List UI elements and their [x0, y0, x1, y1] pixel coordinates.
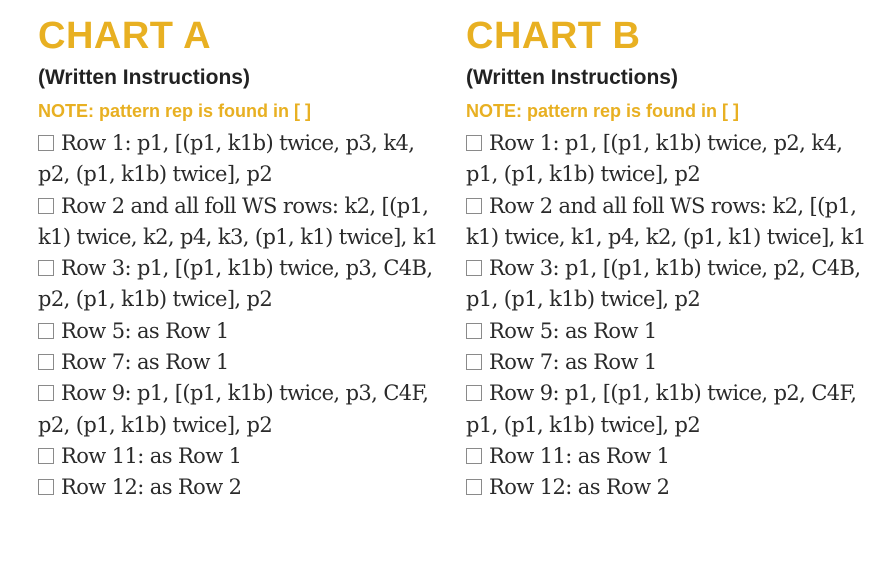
chart-b-note: NOTE: pattern rep is found in [ ] — [466, 101, 739, 121]
row-text: Row 9: p1, [(p1, k1b) twice, p2, C4F, p1, (p1, k1b) twice], p2 — [466, 381, 857, 437]
chart-b-title: CHART B — [466, 15, 641, 57]
checkbox-icon[interactable] — [38, 354, 54, 370]
row-text: Row 11: as Row 1 — [489, 443, 670, 468]
checkbox-icon[interactable] — [466, 385, 482, 401]
checkbox-icon[interactable] — [38, 135, 54, 151]
row-text: Row 2 and all foll WS rows: k2, [(p1, k1) twice, k1, p4, k2, (p1, k1) twice], k1 — [466, 193, 866, 249]
chart-a-note: NOTE: pattern rep is found in [ ] — [38, 101, 311, 121]
checkbox-icon[interactable] — [38, 385, 54, 401]
row-text: Row 3: p1, [(p1, k1b) twice, p3, C4B, p2, (p1, k1b) twice], p2 — [38, 256, 433, 312]
row-item — [38, 191, 448, 254]
checkbox-icon[interactable] — [466, 448, 482, 464]
checkbox-icon[interactable] — [466, 135, 482, 151]
row-text: Row 3: p1, [(p1, k1b) twice, p2, C4B, p1, (p1, k1b) twice], p2 — [466, 256, 861, 312]
row-text: Row 1: p1, [(p1, k1b) twice, p2, k4, p1, (p1, k1b) twice], p2 — [466, 131, 843, 187]
checkbox-icon[interactable] — [38, 198, 54, 214]
row-text: Row 5: as Row 1 — [489, 318, 657, 343]
row-text: Row 7: as Row 1 — [489, 350, 657, 375]
row-item — [466, 316, 876, 347]
chart-a-subtitle: (Written Instructions) — [38, 66, 250, 89]
chart-a-row-list — [38, 128, 448, 504]
checkbox-icon[interactable] — [466, 479, 482, 495]
checkbox-icon[interactable] — [466, 198, 482, 214]
checkbox-icon[interactable] — [466, 354, 482, 370]
row-item — [466, 191, 876, 254]
row-text: Row 12: as Row 2 — [489, 475, 670, 500]
row-text: Row 7: as Row 1 — [61, 350, 229, 375]
row-item — [38, 378, 448, 441]
chart-b-row-list — [466, 128, 876, 504]
row-item — [38, 347, 448, 378]
chart-a-title: CHART A — [38, 15, 212, 57]
row-item — [38, 472, 448, 503]
checkbox-icon[interactable] — [38, 479, 54, 495]
row-text: Row 12: as Row 2 — [61, 475, 242, 500]
row-item — [466, 472, 876, 503]
row-item — [466, 128, 876, 191]
row-item — [466, 347, 876, 378]
checkbox-icon[interactable] — [38, 448, 54, 464]
checkbox-icon[interactable] — [466, 260, 482, 276]
chart-a-instructions — [38, 14, 448, 504]
row-text: Row 9: p1, [(p1, k1b) twice, p3, C4F, p2, (p1, k1b) twice], p2 — [38, 381, 429, 437]
row-text: Row 5: as Row 1 — [61, 318, 229, 343]
row-item — [38, 316, 448, 347]
checkbox-icon[interactable] — [466, 323, 482, 339]
checkbox-icon[interactable] — [38, 260, 54, 276]
row-item — [38, 441, 448, 472]
row-item — [38, 128, 448, 191]
row-text: Row 2 and all foll WS rows: k2, [(p1, k1) twice, k2, p4, k3, (p1, k1) twice], k1 — [38, 193, 438, 249]
checkbox-icon[interactable] — [38, 323, 54, 339]
row-item — [466, 253, 876, 316]
row-item — [466, 441, 876, 472]
row-item — [466, 378, 876, 441]
row-text: Row 11: as Row 1 — [61, 443, 242, 468]
row-text: Row 1: p1, [(p1, k1b) twice, p3, k4, p2, (p1, k1b) twice], p2 — [38, 131, 415, 187]
chart-b-instructions — [466, 14, 876, 504]
row-item — [38, 253, 448, 316]
chart-b-subtitle: (Written Instructions) — [466, 66, 678, 89]
